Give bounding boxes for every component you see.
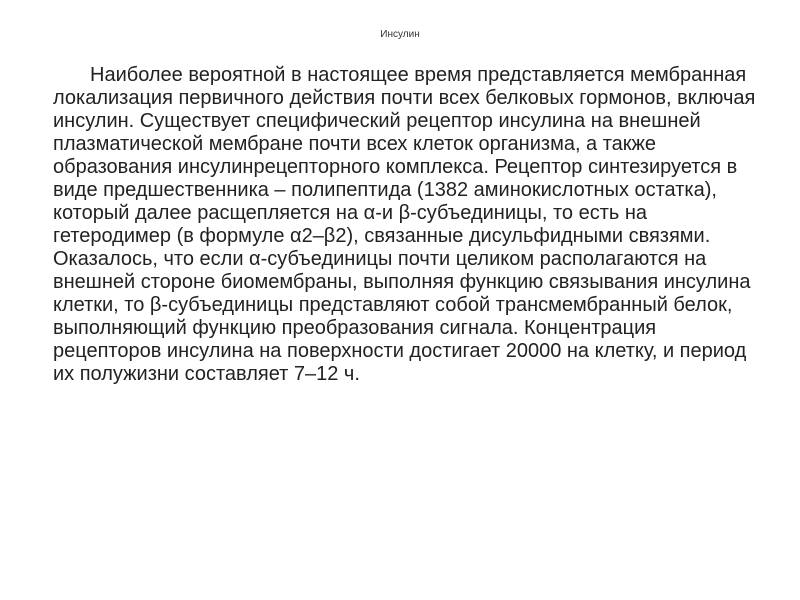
slide-title: Инсулин bbox=[380, 29, 420, 40]
slide-body-text: Наиболее вероятной в настоящее время представляется мембранная локализация первичного действия почти всех белковых гормонов, включая инсулин. Существует специфический рецептор инсулина на внешней плазматической мембране почти всех клеток организма, а также образования инсулинрецепторного комплекса. Рецептор синтезируется в виде предшественника – полипептида (1382 аминокислотных остатка), который далее расщепляется на α-и β-субъединицы, то есть на гетеродимер (в формуле α2–β2), связанные дисульфидными связями. Оказалось, что если α-субъединицы почти целиком располагаются на внешней стороне биомембраны, выполняя функцию связывания инсулина клетки, то β-субъединицы представляют собой трансмембранный белок, выполняющий функцию преобразования сигнала. Концентрация рецепторов инсулина на поверхности достигает 20000 на клетку, и период их полужизни составляет 7–12 ч. bbox=[53, 64, 756, 385]
